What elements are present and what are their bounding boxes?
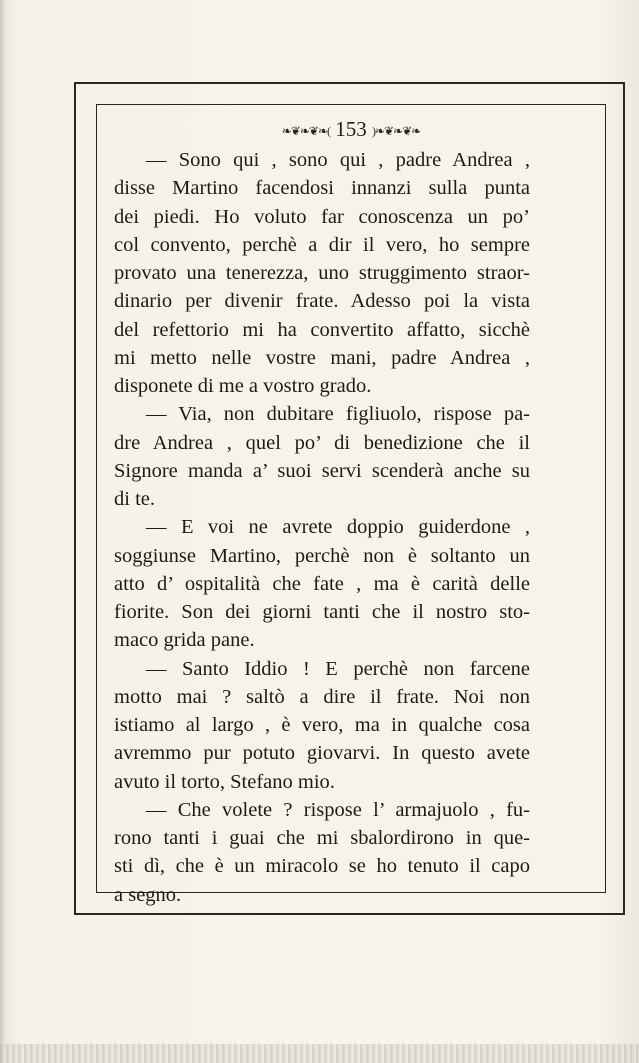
text-line: disse Martino facendosi innanzi sulla punta <box>114 177 530 200</box>
text-line: istiamo al largo , è vero, ma in qualche cosa <box>114 714 530 736</box>
text-line: — Sono qui , sono qui , padre Andrea , <box>146 149 530 171</box>
text-line: — Santo Iddio ! E perchè non farcene <box>146 657 530 680</box>
ornament-left: ❧❦❧❦❧( <box>281 124 330 139</box>
text-line: del refettorio mi ha convertito affatto, sicchè <box>114 318 530 341</box>
text-line: provato una tenerezza, uno struggimento straor- <box>114 262 530 284</box>
text-line: dei piedi. Ho voluto far conoscenza un po’ <box>114 205 530 228</box>
text-line: Signore manda a’ suoi servi scenderà anche su <box>114 459 530 482</box>
text-line: disponete di me a vostro grado. <box>114 375 372 397</box>
text-line: dre Andrea , quel po’ di benedizione che il <box>114 431 530 454</box>
text-line: col convento, perchè a dir il vero, ho sempre <box>114 233 530 256</box>
text-line: fiorite. Son dei giorni tanti che il nostro sto- <box>114 601 530 623</box>
text-line: — Via, non dubitare figliuolo, rispose pa- <box>146 403 530 426</box>
text-line: maco grida pane. <box>114 629 255 652</box>
text-line: di te. <box>114 488 155 510</box>
page-header <box>96 114 606 144</box>
text-line: — Che volete ? rispose l’ armajuolo , fu- <box>146 798 530 821</box>
text-line: — E voi ne avrete doppio guiderdone , <box>146 516 530 539</box>
page-number: 153 <box>335 117 367 141</box>
page-bottom-edge <box>0 1044 639 1063</box>
ornament-right: )❧❦❧❦❧ <box>372 124 421 139</box>
body-text <box>114 146 530 909</box>
text-line: mi metto nelle vostre mani, padre Andrea , <box>114 346 530 369</box>
text-line: avremmo pur potuto giovarvi. In questo avete <box>114 742 530 765</box>
page-left-edge <box>0 0 6 1063</box>
text-line: rono tanti i guai che mi sbalordirono in que- <box>114 827 530 849</box>
text-line: soggiunse Martino, perchè non è soltanto un <box>114 544 530 567</box>
text-line: motto mai ? saltò a dire il frate. Noi non <box>114 685 530 708</box>
text-line: a segno. <box>114 883 182 906</box>
text-line: atto d’ ospitalità che fate , ma è carità delle <box>114 572 530 595</box>
text-line: avuto il torto, Stefano mio. <box>114 770 335 793</box>
text-line: dinario per divenir frate. Adesso poi la vista <box>114 290 530 313</box>
text-line: sti dì, che è un miracolo se ho tenuto il capo <box>114 855 530 878</box>
